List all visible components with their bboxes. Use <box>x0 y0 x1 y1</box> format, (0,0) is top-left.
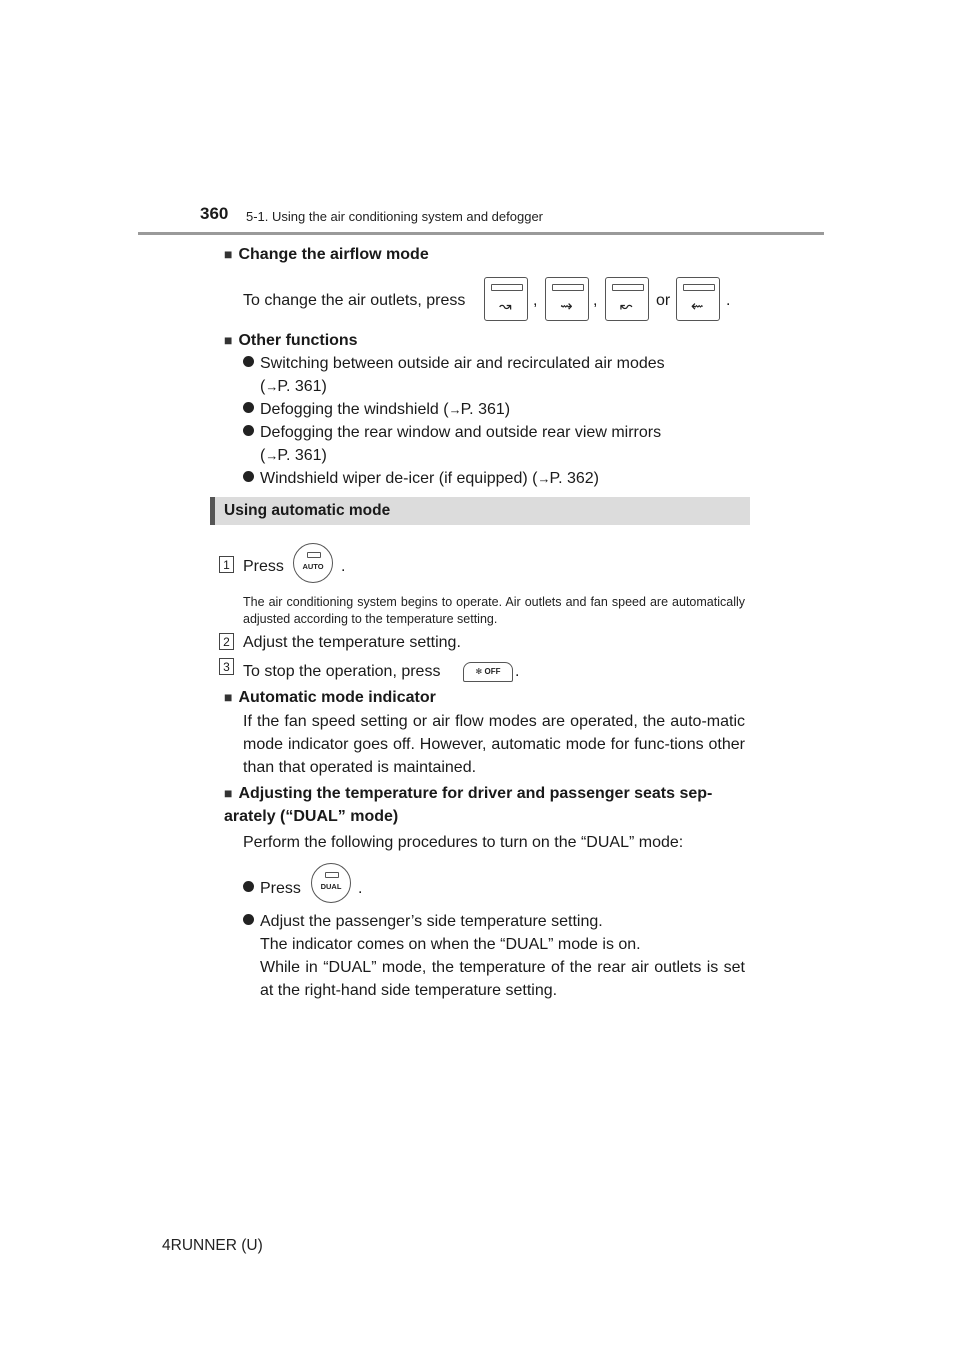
other-item-1: Switching between outside air and recirculated air modes <box>243 352 665 375</box>
period: . <box>358 880 363 897</box>
indicator-bar <box>612 284 644 291</box>
dual-intro: Perform the following procedures to turn on the “DUAL” mode: <box>243 834 684 851</box>
bullet-icon <box>243 881 254 892</box>
airflow-instruction: To change the air outlets, press <box>243 292 466 309</box>
step-number-1: 1 <box>219 556 234 573</box>
step-1-note: The air conditioning system begins to operate. Air outlets and fan speed are automatically adjusted according to the temperature setting. <box>243 595 745 626</box>
page-number: 360 <box>200 204 229 223</box>
bullet-icon <box>243 914 254 925</box>
dual-bullet-2: Adjust the passenger’s side temperature setting. <box>243 910 603 933</box>
dual-heading: ■ Adjusting the temperature for driver and passenger seats sep-arately (“DUAL” mode) <box>224 785 713 825</box>
indicator-heading: ■ Automatic mode indicator <box>224 689 436 706</box>
other-item-3: Defogging the rear window and outside rear view mirrors <box>243 421 661 444</box>
step-3-text: To stop the operation, press <box>243 663 441 680</box>
fan-off-button <box>463 662 513 682</box>
bullet-icon <box>243 425 254 436</box>
chapter-title: 5-1. Using the air conditioning system and defogger <box>246 209 544 224</box>
other-item-4-ref[interactable]: P. 362) <box>549 470 599 487</box>
auto-button-label: AUTO <box>302 562 324 571</box>
section-title: Using automatic mode <box>224 502 391 519</box>
step-number-3: 3 <box>219 658 234 675</box>
indicator-bar <box>307 552 321 558</box>
airflow-feet-button <box>605 277 649 321</box>
other-item-1-ref[interactable]: (→P. 361) <box>260 378 327 395</box>
header-divider <box>138 232 824 235</box>
step-number-2: 2 <box>219 633 234 650</box>
arrow-right-icon: → <box>448 402 461 417</box>
airflow-heading: ■ Change the airflow mode <box>224 246 429 263</box>
dual-indicator-note: The indicator comes on when the “DUAL” mode is on. <box>260 936 641 953</box>
section-header <box>210 497 750 525</box>
dual-button-label: DUAL <box>320 882 342 891</box>
bullet-icon <box>243 402 254 413</box>
dual-rear-outlets-note: While in “DUAL” mode, the temperature of the rear air outlets is set at the right-hand side temperature setting. <box>260 959 745 999</box>
indicator-body: If the fan speed setting or air flow modes are operated, the auto-matic mode indicator goes off. However, automatic mode for func-tions other than that operated is maintained. <box>243 713 745 776</box>
airflow-face-feet-icon: ⇝ <box>560 298 573 315</box>
square-bullet-icon: ■ <box>224 785 233 801</box>
other-functions-heading: ■ Other functions <box>224 332 358 349</box>
period: . <box>726 292 731 309</box>
airflow-feet-windshield-button <box>676 277 720 321</box>
bullet-icon <box>243 356 254 367</box>
footer-model: 4RUNNER (U) <box>162 1237 263 1254</box>
other-item-2: Defogging the windshield (→P. 361) <box>243 398 510 421</box>
indicator-bar <box>325 872 339 878</box>
period: . <box>515 663 520 680</box>
auto-button <box>293 543 333 583</box>
arrow-right-icon: → <box>265 448 278 463</box>
square-bullet-icon: ■ <box>224 332 233 348</box>
fan-off-label: ✻ OFF <box>475 667 501 676</box>
bullet-icon <box>243 471 254 482</box>
airflow-face-feet-button <box>545 277 589 321</box>
indicator-bar <box>683 284 715 291</box>
other-item-4: Windshield wiper de-icer (if equipped) (→P. 362) <box>243 467 599 490</box>
period: . <box>341 558 346 575</box>
fan-icon: ✻ <box>475 667 483 676</box>
separator-or: or <box>656 292 671 309</box>
other-item-2-ref[interactable]: P. 361) <box>460 401 511 418</box>
arrow-right-icon: → <box>537 471 550 486</box>
square-bullet-icon: ■ <box>224 689 233 705</box>
indicator-bar <box>491 284 523 291</box>
arrow-right-icon: → <box>265 379 278 394</box>
airflow-feet-icon: ↜ <box>620 298 633 315</box>
step-1-text: Press <box>243 558 284 575</box>
dual-button <box>311 863 351 903</box>
dual-bullet-1: Press <box>243 877 301 900</box>
separator: , <box>593 292 598 309</box>
separator: , <box>533 292 538 309</box>
step-2-text: Adjust the temperature setting. <box>243 634 461 651</box>
square-bullet-icon: ■ <box>224 246 233 262</box>
indicator-bar <box>552 284 584 291</box>
other-item-3-ref[interactable]: (→P. 361) <box>260 447 327 464</box>
airflow-face-button <box>484 277 528 321</box>
airflow-face-icon: ↝ <box>499 298 512 315</box>
airflow-feet-windshield-icon: ⇜ <box>691 298 704 315</box>
